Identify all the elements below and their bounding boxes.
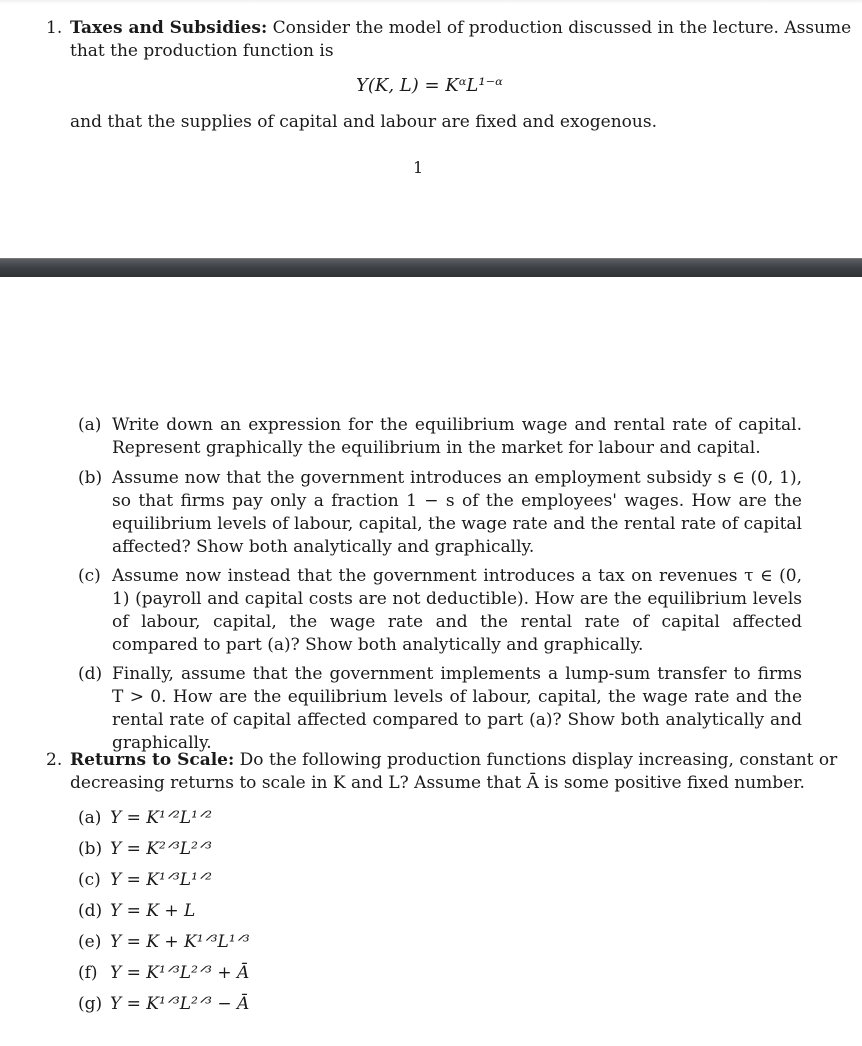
function-b-label: (b)	[78, 839, 103, 859]
function-d-expression: Y = K + L	[110, 901, 196, 921]
problem-2-line-2: decreasing returns to scale in K and L? Assume that Ā is some positive fixed number.	[70, 773, 805, 793]
problem-1-line-2: that the production function is	[70, 41, 334, 61]
function-g	[78, 994, 249, 1014]
function-c-label: (c)	[78, 870, 101, 890]
function-c	[78, 870, 212, 890]
function-f	[78, 963, 249, 983]
function-e-expression: Y = K + K¹ᐟ³L¹ᐟ³	[110, 932, 250, 952]
part-c-label: (c)	[78, 566, 101, 586]
function-e	[78, 932, 250, 952]
function-f-expression: Y = K¹ᐟ³L²ᐟ³ + Ā	[110, 963, 250, 983]
page-separator	[0, 258, 862, 278]
part-b-label: (b)	[78, 468, 103, 488]
problem-2-line-1-text: Do the following production functions display increasing, constant or	[234, 750, 838, 770]
problem-2-title: Returns to Scale:	[70, 750, 235, 770]
part-b-text: Assume now that the government introduces an employment subsidy s ∈ (0, 1), so that firms pay only a fraction 1 − s of the employees' wages. How are the equilibrium levels of labour, capital, the wage rate and the rental rate of capital affected? Show both analytically and graphically.	[112, 468, 802, 557]
function-b-expression: Y = K²ᐟ³L²ᐟ³	[110, 839, 212, 859]
page-top-edge	[0, 0, 862, 4]
page-number: 1	[413, 158, 424, 177]
problem-1-number: 1.	[46, 18, 63, 38]
function-d	[78, 901, 195, 921]
production-function-equation: Y(K, L) = KᵅL¹⁻ᵅ	[356, 75, 503, 96]
function-a	[78, 808, 212, 828]
function-c-expression: Y = K¹ᐟ³L¹ᐟ²	[110, 870, 212, 890]
function-b	[78, 839, 212, 859]
function-g-expression: Y = K¹ᐟ³L²ᐟ³ − Ā	[110, 994, 250, 1014]
problem-2-line-1	[70, 750, 837, 770]
function-a-expression: Y = K¹ᐟ²L¹ᐟ²	[110, 808, 212, 828]
function-e-label: (e)	[78, 932, 102, 952]
problem-1-line-3: and that the supplies of capital and labour are fixed and exogenous.	[70, 112, 657, 132]
part-d-text: Finally, assume that the government implements a lump-sum transfer to firms T > 0. How are the equilibrium levels of labour, capital, the wage rate and the rental rate of capital affected compared to part (a)? Show both analytically and graphically.	[112, 664, 802, 753]
problem-1-line-1-text: Consider the model of production discussed in the lecture. Assume	[267, 18, 852, 38]
part-a-text: Write down an expression for the equilibrium wage and rental rate of capital. Represent graphically the equilibrium in the market for labour and capital.	[112, 415, 802, 458]
part-c-text: Assume now instead that the government introduces a tax on revenues τ ∈ (0, 1) (payroll and capital costs are not deductible). How are the equilibrium levels of labour, capital, the wage rate and the rental rate of capital affected compared to part (a)? Show both analytically and graphically.	[112, 566, 802, 655]
problem-1-title: Taxes and Subsidies:	[70, 18, 268, 38]
function-g-label: (g)	[78, 994, 103, 1014]
function-f-label: (f)	[78, 963, 98, 983]
document-page-1	[0, 0, 862, 258]
function-a-label: (a)	[78, 808, 102, 828]
document-page-2	[0, 277, 862, 1046]
problem-2-number: 2.	[46, 750, 63, 770]
function-d-label: (d)	[78, 901, 103, 921]
part-a-label: (a)	[78, 415, 102, 435]
part-d-label: (d)	[78, 664, 103, 684]
problem-1-line-1	[70, 18, 851, 38]
